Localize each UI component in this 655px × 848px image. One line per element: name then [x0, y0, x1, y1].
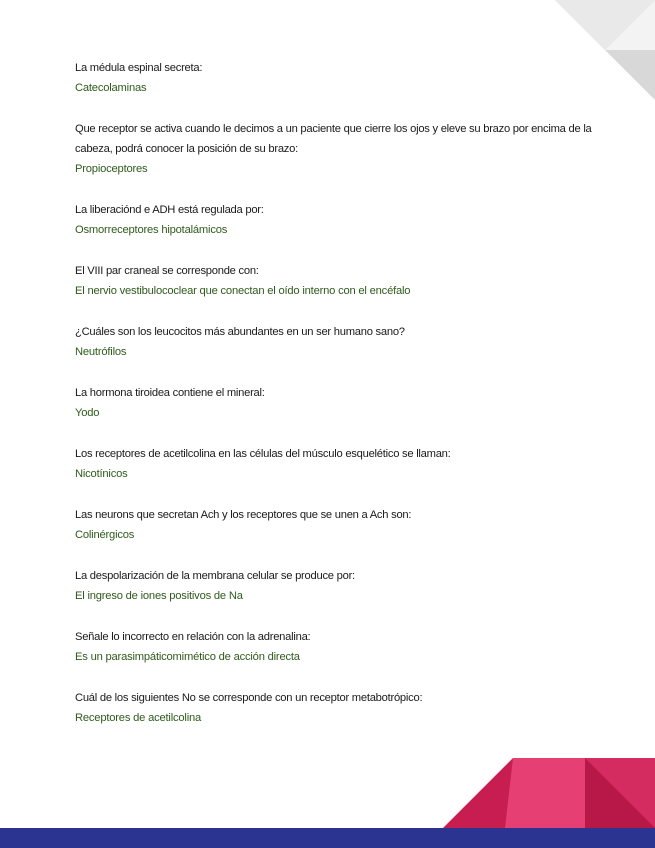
answer-text: El ingreso de iones positivos de Na — [75, 590, 243, 602]
question-text: ¿Cuáles son los leucocitos más abundantes en un ser humano sano? — [75, 326, 405, 338]
question-text: Cuál de los siguientes No se corresponde con un receptor metabotrópico: — [75, 692, 423, 704]
qa-item — [75, 688, 615, 728]
question-text: El VIII par craneal se corresponde con: — [75, 265, 259, 277]
answer-text: El nervio vestibulococlear que conectan el oído interno con el encéfalo — [75, 285, 411, 297]
answer-text: Receptores de acetilcolina — [75, 712, 202, 724]
qa-item — [75, 444, 615, 484]
answer-text: Colinérgicos — [75, 529, 135, 541]
qa-item — [75, 383, 615, 423]
footer-bar — [0, 828, 655, 848]
answer-text: Osmorreceptores hipotalámicos — [75, 224, 228, 236]
qa-item — [75, 505, 615, 545]
answer-text: Nicotínicos — [75, 468, 128, 480]
question-text: Los receptores de acetilcolina en las células del músculo esquelético se llaman: — [75, 448, 451, 460]
question-text: La liberaciónd e ADH está regulada por: — [75, 204, 264, 216]
answer-text: Yodo — [75, 407, 100, 419]
question-text: Señale lo incorrecto en relación con la adrenalina: — [75, 631, 311, 643]
qa-item — [75, 566, 615, 606]
question-text: Que receptor se activa cuando le decimos a un paciente que cierre los ojos y eleve su brazo por encima de la cabeza, podrá conocer la posición de su brazo: — [75, 123, 592, 155]
qa-item — [75, 261, 615, 301]
qa-item — [75, 322, 615, 362]
qa-item — [75, 58, 615, 98]
qa-item — [75, 200, 615, 240]
answer-text: Es un parasimpáticomimético de acción directa — [75, 651, 300, 663]
answer-text: Neutrófilos — [75, 346, 127, 358]
question-text: La despolarización de la membrana celular se produce por: — [75, 570, 355, 582]
bottom-decoration — [443, 758, 655, 828]
qa-list — [75, 58, 615, 749]
question-text: Las neurons que secretan Ach y los receptores que se unen a Ach son: — [75, 509, 412, 521]
question-text: La médula espinal secreta: — [75, 62, 203, 74]
qa-item — [75, 119, 615, 179]
qa-item — [75, 627, 615, 667]
question-text: La hormona tiroidea contiene el mineral: — [75, 387, 265, 399]
answer-text: Catecolaminas — [75, 82, 147, 94]
answer-text: Propioceptores — [75, 163, 148, 175]
